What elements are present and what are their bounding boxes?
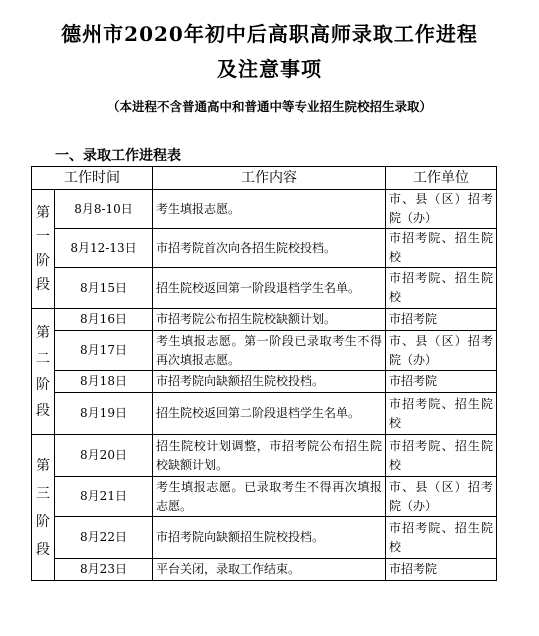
- header-content: 工作内容: [153, 167, 386, 190]
- table-row: [32, 435, 497, 477]
- stage-2-text: 第二阶段: [36, 324, 50, 419]
- row-date: 8月19日: [55, 393, 153, 435]
- section-heading: 一、录取工作进程表: [55, 148, 181, 164]
- row-date: 8月21日: [55, 477, 153, 517]
- row-content: 考生填报志愿。已录取考生不得再次填报志愿。: [153, 477, 386, 517]
- table-row: [32, 309, 497, 331]
- row-unit: 市、县（区）招考院（办）: [386, 190, 497, 229]
- stage-3-label: [32, 435, 55, 581]
- row-content: 市招考院向缺额招生院校投档。: [153, 517, 386, 559]
- header-unit: 工作单位: [386, 167, 497, 190]
- table-row: [32, 190, 497, 229]
- row-date: 8月18日: [55, 371, 153, 393]
- document-title-line1: 德州市2020年初中后高职高师录取工作进程: [61, 22, 478, 46]
- table-header-row: [32, 167, 497, 190]
- row-unit: 市招考院、招生院校: [386, 393, 497, 435]
- row-unit: 市招考院、招生院校: [386, 435, 497, 477]
- row-date: 8月23日: [55, 559, 153, 581]
- row-unit: 市招考院、招生院校: [386, 268, 497, 309]
- row-date: 8月12-13日: [55, 229, 153, 268]
- row-unit: 市招考院: [386, 559, 497, 581]
- row-content: 平台关闭，录取工作结束。: [153, 559, 386, 581]
- table-row: [32, 229, 497, 268]
- row-content: 招生院校返回第一阶段退档学生名单。: [153, 268, 386, 309]
- row-unit: 市招考院、招生院校: [386, 517, 497, 559]
- row-content: 市招考院公布招生院校缺额计划。: [153, 309, 386, 331]
- stage-2-label: [32, 309, 55, 435]
- row-unit: 市招考院: [386, 309, 497, 331]
- header-time: 工作时间: [32, 167, 153, 190]
- row-content: 市招考院向缺额招生院校投档。: [153, 371, 386, 393]
- table-row: [32, 517, 497, 559]
- row-date: 8月20日: [55, 435, 153, 477]
- stage-1-label: [32, 190, 55, 309]
- row-unit: 市招考院: [386, 371, 497, 393]
- row-unit: 市招考院、招生院校: [386, 229, 497, 268]
- table-row: [32, 268, 497, 309]
- row-date: 8月16日: [55, 309, 153, 331]
- row-unit: 市、县（区）招考院（办）: [386, 331, 497, 371]
- row-content: 招生院校返回第二阶段退档学生名单。: [153, 393, 386, 435]
- table-row: [32, 393, 497, 435]
- row-date: 8月15日: [55, 268, 153, 309]
- row-date: 8月17日: [55, 331, 153, 371]
- table-row: [32, 331, 497, 371]
- row-content: 考生填报志愿。第一阶段已录取考生不得再次填报志愿。: [153, 331, 386, 371]
- row-unit: 市、县（区）招考院（办）: [386, 477, 497, 517]
- stage-3-text: 第三阶段: [36, 457, 50, 558]
- schedule-table: [31, 166, 497, 581]
- stage-1-text: 第一阶段: [36, 205, 50, 293]
- row-content: 考生填报志愿。: [153, 190, 386, 229]
- table-row: [32, 559, 497, 581]
- row-content: 招生院校计划调整，市招考院公布招生院校缺额计划。: [153, 435, 386, 477]
- row-date: 8月22日: [55, 517, 153, 559]
- document-title-line2: 及注意事项: [217, 57, 322, 81]
- scope-note: （本进程不含普通高中和普通中等专业招生院校招生录取）: [106, 99, 432, 114]
- table-row: [32, 477, 497, 517]
- table-row: [32, 371, 497, 393]
- row-content: 市招考院首次向各招生院校投档。: [153, 229, 386, 268]
- row-date: 8月8-10日: [55, 190, 153, 229]
